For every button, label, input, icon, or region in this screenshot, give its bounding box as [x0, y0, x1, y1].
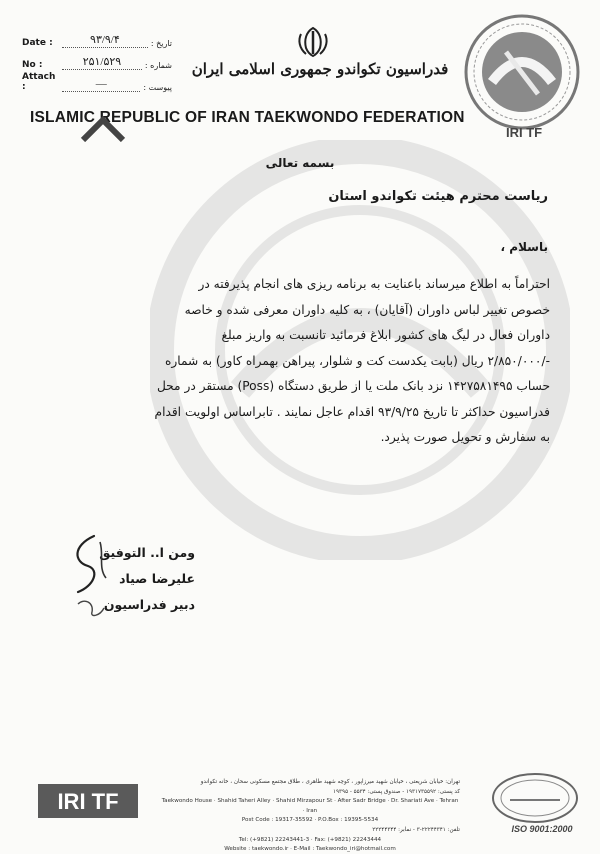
- footer-website: Website : taekwondo.ir: [224, 846, 289, 853]
- closing: ومن ا.. التوفیق: [99, 545, 195, 560]
- date-label-fa: : تاریخ: [150, 39, 172, 48]
- body-line: فدراسیون حداکثر تا تاریخ ۹۳/۹/۲۵ اقدام عاجل نمایند . تابراساس اولویت اقدام: [154, 404, 550, 419]
- attach-row: [22, 70, 172, 92]
- date-value: ۹۳/۹/۴: [62, 33, 148, 48]
- iran-emblem-icon: [296, 26, 330, 58]
- date-label: Date :: [22, 38, 53, 48]
- basmala: بسمه تعالی: [265, 156, 335, 170]
- footer-logo-icon: [38, 784, 138, 818]
- signer-name: علیرضا صیاد: [119, 571, 195, 586]
- federation-logo-icon: [456, 12, 588, 134]
- signature-icon: [64, 532, 114, 624]
- body-line: داوران فعال در لیگ های کشور ابلاغ فرمائید تانسبت به واریز مبلغ: [221, 328, 550, 342]
- attach-value: ―: [62, 77, 140, 92]
- attach-label: Attach :: [22, 72, 56, 92]
- body-line: احتراماً به اطلاع میرساند باعنایت به برنامه ریزی های انجام پذیرفته در: [198, 277, 550, 291]
- federation-name-en: ISLAMIC REPUBLIC OF IRAN TAEKWONDO FEDERATION: [30, 109, 465, 126]
- signer-title: دبیر فدراسیون: [103, 597, 195, 612]
- federation-name-fa: فدراسیون تکواندو جمهوری اسلامی ایران: [191, 60, 449, 78]
- logo-text: IRI TF: [506, 125, 543, 140]
- number-label: No :: [22, 60, 43, 70]
- greeting: باسلام ،: [500, 240, 548, 254]
- iso-certificate: ISO 9001:2000: [511, 824, 573, 834]
- body-line: حساب ۱۴۲۷۵۸۱۴۹۵ نزد بانک ملت یا از طریق دستگاه (Poss) مستقر در محل: [156, 379, 550, 393]
- footer-postal-fa: کد پستی: ۱۹۳۱۷۳۵۵۹۲ - صندوق پستی: ۵۵۳۴ - ۱۹۳۹۵: [333, 788, 460, 795]
- chevron-mark-icon: [80, 114, 126, 142]
- body-line: به سفارش و تحویل صورت پذیرد.: [380, 430, 550, 444]
- recipient: ریاست محترم هیئت تکواندو استان: [328, 189, 548, 204]
- body-line: -/۲/۸۵۰/۰۰۰ ریال (بابت یکدست کت و شلوار، پیراهن بهمراه کاور) به شماره: [165, 353, 550, 368]
- footer-email: E-Mail : Taekwondo_iri@hotmail.com: [293, 846, 396, 853]
- date-row: [22, 26, 172, 48]
- letter-body: [40, 272, 550, 451]
- number-label-fa: : شماره: [144, 61, 172, 70]
- footer-address-en: Taekwondo House · Shahid Taheri Alley · Shahid Mirzapour St · After Sadr Bridge · Dr. Shariati Ave · Tehran · Iran: [161, 798, 459, 814]
- footer-web: Website : taekwondo.ir · E-Mail : Taekwondo_iri@hotmail.com: [224, 846, 396, 853]
- iso-seal-icon: [490, 770, 580, 826]
- footer-postcode-en: Post Code : 19317-35592 · P.O.Box : 19395-5534: [241, 817, 379, 824]
- number-value: ۲۵۱/۵۲۹: [62, 55, 142, 70]
- footer-tel-fa: تلفن: ۲۲۲۴۴۳۴۱-۳ - نمابر: ۲۲۲۴۴۳۴۴: [372, 826, 460, 833]
- number-row: [22, 48, 172, 70]
- attach-label-fa: : پیوست: [143, 83, 172, 92]
- footer-address-fa: تهران: خیابان شریعتی ، خیابان شهید میرزاپور ، کوچه شهید طاهری ، طلاق مجتمع مسکونی سحان ، خانه تکواندو: [200, 779, 460, 785]
- svg-text:IRI TF: IRI TF: [57, 789, 119, 814]
- letter-meta: [22, 26, 172, 92]
- footer-contact: [160, 778, 460, 854]
- footer-tel-en: Tel: (+9821) 22243441-3 · Fax: (+9821) 22243444: [238, 836, 382, 843]
- body-line: خصوص تغییر لباس داوران (آقایان) ، به کلیه داوران معرفی شده و خاصه: [184, 302, 550, 317]
